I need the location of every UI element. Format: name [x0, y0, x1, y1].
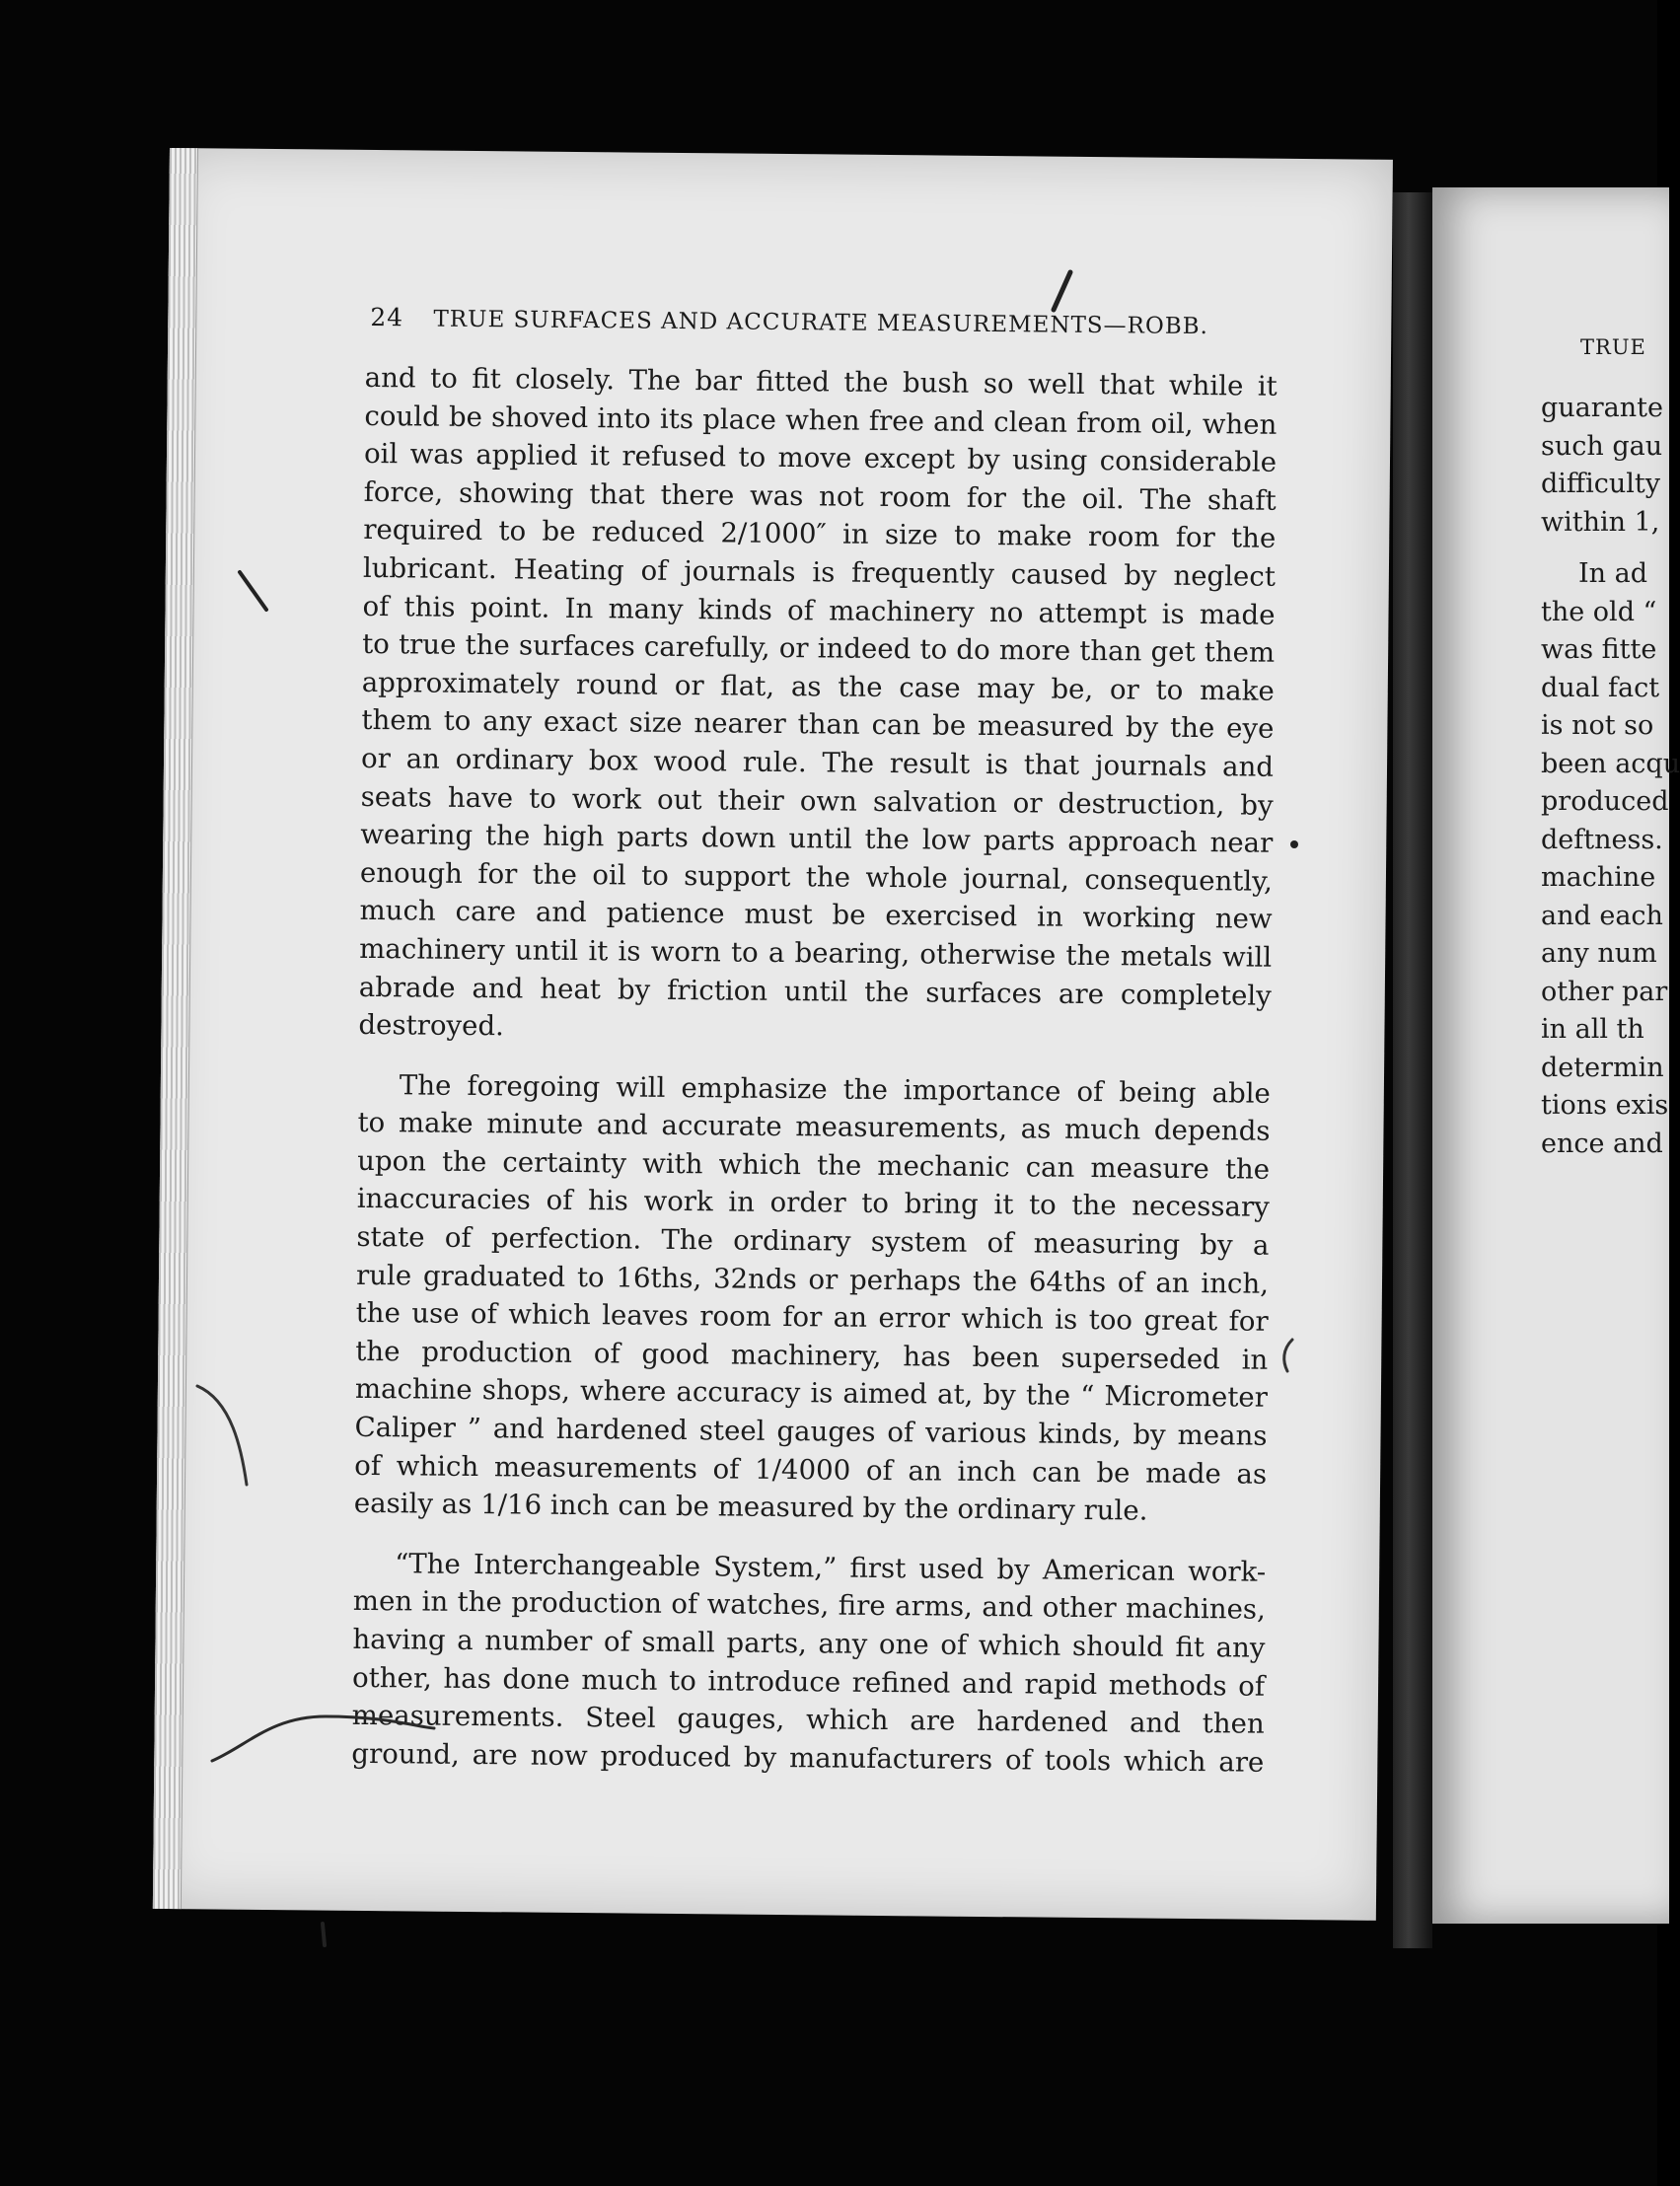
- text-line: destroyed.: [358, 1007, 505, 1043]
- right-line: ence and: [1541, 1128, 1663, 1159]
- text-line: rule graduated to 16ths, 32nds or perhaps the 64ths of an inch,: [355, 1258, 1270, 1300]
- paragraph-3: [351, 1545, 1266, 1782]
- right-line: is not so: [1541, 710, 1654, 741]
- text-line: machine shops, where accuracy is aimed at, by the “ Micrometer: [354, 1372, 1269, 1415]
- right-line: was fitte: [1541, 634, 1657, 665]
- book-gutter: [1393, 192, 1432, 1948]
- page-number: 24: [370, 302, 404, 332]
- right-line: guarante: [1541, 393, 1663, 423]
- text-line: measurements. Steel gauges, which are hardened and then: [351, 1699, 1265, 1740]
- text-line: approximately round or flat, as the case may be, or to make: [361, 665, 1275, 707]
- text-line: upon the certainty with which the mechanic can measure the: [356, 1143, 1271, 1186]
- text-line: or an ordinary box wood rule. The result is that journals and: [360, 741, 1275, 783]
- text-line: machinery until it is worn to a bearing, otherwise the metals will: [359, 931, 1273, 974]
- right-line: In ad: [1578, 558, 1648, 589]
- text-line: Caliper ” and hardened steel gauges of various kinds, by means: [354, 1410, 1268, 1452]
- text-line: of this point. In many kinds of machinery no attempt is made: [362, 589, 1276, 631]
- right-line: the old “: [1541, 596, 1657, 627]
- right-line: other par: [1541, 976, 1668, 1007]
- right-line: tions exis: [1541, 1090, 1669, 1121]
- right-line: and each: [1541, 900, 1663, 931]
- right-line: machine: [1541, 862, 1656, 893]
- right-line: within 1,: [1541, 506, 1660, 538]
- text-line: to true the surfaces carefully, or indeed to do more than get them: [362, 627, 1276, 669]
- body-text: [351, 359, 1278, 1782]
- paragraph-gap: [1541, 542, 1680, 555]
- text-line: “The Interchangeable System,” first used by American work-: [395, 1547, 1267, 1588]
- right-page: [1432, 187, 1680, 1924]
- paragraph-1: [358, 359, 1278, 1054]
- bottom-margin-mark: [323, 1924, 325, 1945]
- text-line: to make minute and accurate measurements, as much depends: [357, 1106, 1271, 1148]
- text-line: required to be reduced 2/1000″ in size to make room for the: [363, 513, 1277, 555]
- text-line: and to fit closely. The bar fitted the bush so well that while it: [364, 360, 1278, 402]
- text-line: force, showing that there was not room for the oil. The shaft: [363, 474, 1277, 517]
- right-line: dual fact: [1541, 672, 1660, 703]
- text-line: much care and patience must be exercised in working new: [359, 894, 1273, 936]
- text-line: other, has done much to introduce refined and rapid methods of: [351, 1660, 1266, 1703]
- text-line: The foregoing will emphasize the importance of being able: [399, 1067, 1272, 1110]
- text-line: of which measurements of 1/4000 of an inch can be made as: [354, 1448, 1268, 1491]
- text-line: wearing the high parts down until the low parts approach near: [360, 818, 1274, 859]
- text-line: inaccuracies of his work in order to bring it to the necessary: [356, 1182, 1270, 1224]
- right-line: in all th: [1541, 1014, 1644, 1045]
- text-line: them to any exact size nearer than can be measured by the eye: [361, 703, 1275, 746]
- right-line: any num: [1541, 938, 1657, 969]
- text-line: men in the production of watches, fire arms, and other machines,: [352, 1584, 1266, 1627]
- left-page: [153, 148, 1393, 1921]
- right-line: produced: [1541, 786, 1669, 817]
- text-line: seats have to work out their own salvation or destruction, by: [360, 779, 1274, 822]
- right-line: been acqu: [1541, 748, 1680, 779]
- right-page-text: [1541, 390, 1680, 1163]
- text-line: ground, are now produced by manufacturers of tools which are: [351, 1736, 1265, 1779]
- text-line: abrade and heat by friction until the surfaces are completely: [358, 970, 1272, 1012]
- text-line: easily as 1/16 inch can be measured by the ordinary rule.: [353, 1487, 1148, 1527]
- text-line: the production of good machinery, has been superseded in: [355, 1334, 1269, 1376]
- right-line: difficulty: [1541, 469, 1660, 499]
- text-line: state of perfection. The ordinary system of measuring by a: [356, 1219, 1270, 1262]
- right-line: deftness.: [1541, 824, 1663, 855]
- paragraph-2: [354, 1066, 1271, 1532]
- page-edges: [153, 148, 198, 1909]
- running-head: [370, 303, 1268, 340]
- text-line: oil was applied it refused to move except by using considerable: [363, 437, 1278, 478]
- text-line: enough for the oil to support the whole journal, consequently,: [359, 855, 1274, 898]
- text-line: having a number of small parts, any one of which should fit any: [352, 1622, 1266, 1664]
- text-line: lubricant. Heating of journals is frequently caused by neglect: [362, 550, 1277, 593]
- running-head-title: TRUE SURFACES AND ACCURATE MEASUREMENTS—ROBB.: [433, 306, 1209, 340]
- text-line: could be shoved into its place when free and clean from oil, when: [364, 399, 1278, 441]
- right-line: determin: [1541, 1052, 1664, 1083]
- right-running-head: TRUE: [1580, 335, 1646, 359]
- right-line: such gau: [1541, 430, 1663, 462]
- text-line: the use of which leaves room for an error which is too great for: [355, 1296, 1269, 1338]
